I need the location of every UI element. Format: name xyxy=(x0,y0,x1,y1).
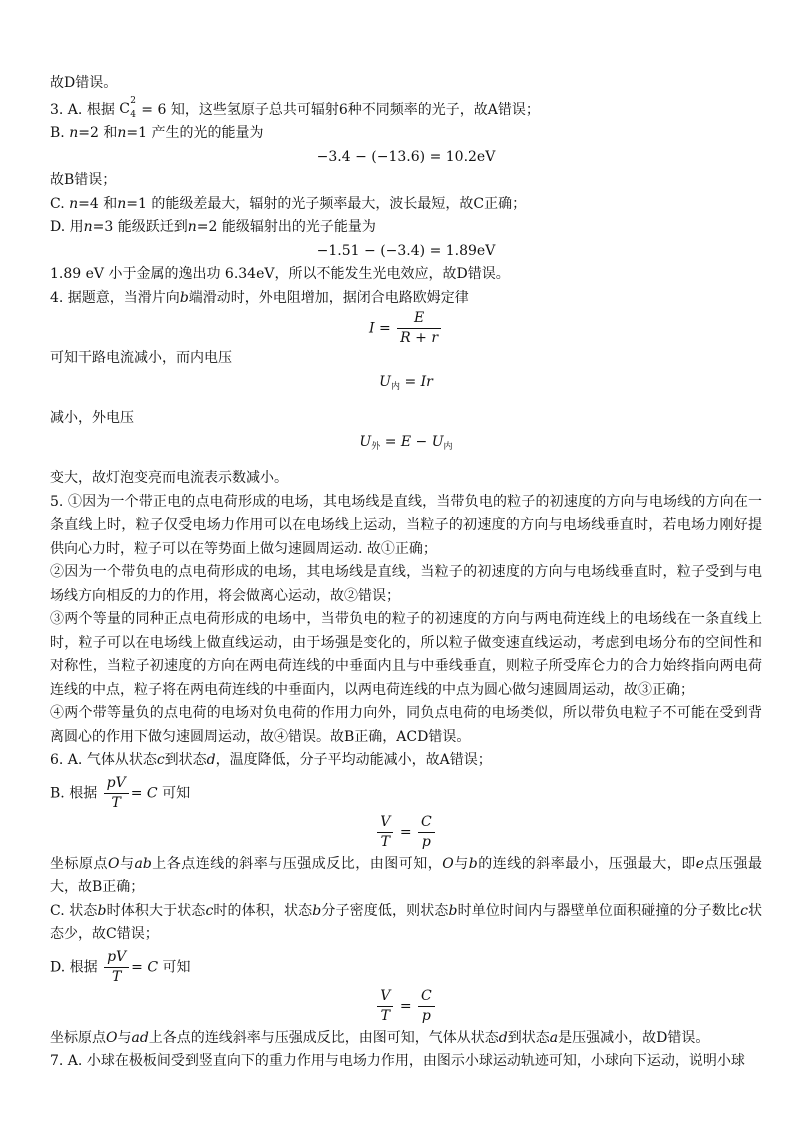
q5-paragraph-2: ②因为一个带负电的点电荷形成的电场，其电场线是直线，当粒子的初速度的方向与电场线垂直时，粒子受到与电场线方向相反的力的作用，将会做离心运动，故②错误； xyxy=(50,564,762,604)
document-body xyxy=(50,72,762,1074)
equation-energy-2: −1.51 − (−3.4) = 1.89eV xyxy=(316,242,496,259)
q5-paragraph-3: ③两个等量的同种正点电荷形成的电场中，当带负电的粒子的初速度的方向与两电荷连线上的电场线在一条直线上时，粒子可以在电场线上做直线运动，由于场强是变化的，所以粒子做变速直线运动，考虑到电场分布的空间性和对称性，当粒子初速度的方向在两电荷连线的中垂面内且与中垂线垂直，则粒子所受库仑力的合力始终指向两电荷连线的中点，粒子将在两电荷连线的中垂面内，以两电荷连线的中点为圆心做匀速圆周运动，故③正确； xyxy=(50,611,762,698)
text-line: 故D错误。 xyxy=(50,75,118,91)
fraction-v-over-t: $\frac{V}{T}$ xyxy=(377,988,393,1025)
equation-external-voltage: $U_外 = E - U_内$ xyxy=(359,433,453,452)
equation-internal-voltage: $U_内 = Ir$ xyxy=(379,373,433,392)
combination-symbol: C 2 4 xyxy=(119,95,137,120)
q6-b-paragraph: 坐标原点O与ab上各点连线的斜率与压强成反比，由图可知，O与b的连线的斜率最小，压强最大，即e点压强最大，故B正确； xyxy=(50,855,763,895)
equation-ohm: I = $\frac{E}{R + r}$ xyxy=(50,310,762,347)
q5-paragraph-1: 5. ①因为一个带正电的点电荷形成的电场，其电场线是直线，当带负电的粒子的初速度的方向与电场线的方向在一条直线上时，粒子仅受电场力作用可以在电场线上运动，当粒子的初速度的方向与电场线垂直时，若电场力刚好提供向心力时，粒子可以在等势面上做匀速圆周运动. 故①正确； xyxy=(50,493,762,557)
equation-v-over-t: $\frac{V}{T}$ = $\frac{C}{p}$ xyxy=(50,988,762,1025)
equation-energy-1: −3.4 − (−13.6) = 10.2eV xyxy=(316,148,496,165)
fraction-pv-over-t: $\frac{pV}{T}$ xyxy=(104,949,129,986)
equation-v-over-t: $\frac{V}{T}$ = $\frac{C}{p}$ xyxy=(50,814,762,851)
text-line: 变大，故灯泡变亮而电流表示数减小。 xyxy=(50,470,288,486)
q3-line: 3. A. 根据 C 2 4 = 6 知，这些氢原子总共可辐射6种不同频率的光子，故A错误； xyxy=(50,95,540,120)
q6-c-paragraph: C. 状态b时体积大于状态c时的体积，状态b分子密度低，则状态b时单位时间内与器壁单位面积碰撞的分子数比c状态少，故C错误； xyxy=(50,902,763,942)
q6-d-line: D. 根据 $\frac{pV}{T}$ = C 可知 xyxy=(50,948,191,985)
q6-d-paragraph: 坐标原点O与ad上各点的连线斜率与压强成反比，由图可知，气体从状态d到状态a是压强减小，故D错误。 xyxy=(50,1029,710,1046)
fraction-c-over-p: $\frac{C}{p}$ xyxy=(418,814,435,851)
text-line: 故B错误； xyxy=(50,172,117,188)
fraction-c-over-p: $\frac{C}{p}$ xyxy=(418,988,435,1025)
q7-line: 7. A. 小球在极板间受到竖直向下的重力作用与电场力作用，由图示小球运动轨迹可知，小球向下运动，说明小球 xyxy=(50,1053,745,1069)
fraction-pv-over-t: $\frac{pV}{T}$ xyxy=(104,775,129,812)
q6-b-line: B. 根据 $\frac{pV}{T}$ = C 可知 xyxy=(50,774,191,811)
q4-line: 4. 据题意，当滑片向b端滑动时，外电阻增加，据闭合电路欧姆定律 xyxy=(50,289,469,306)
q3-d-line: D. 用n=3 能级跃迁到n=2 能级辐射出的光子能量为 xyxy=(50,219,376,235)
fraction: $\frac{E}{R + r}$ xyxy=(397,310,441,347)
q6-a-line: 6. A. 气体从状态c到状态d，温度降低，分子平均动能减小，故A错误； xyxy=(50,752,492,768)
text-line: 减小，外电压 xyxy=(50,410,134,426)
q3-b-line: B. n=2 和n=1 产生的光的能量为 xyxy=(50,125,264,141)
text-line: 可知干路电流减小，而内电压 xyxy=(50,350,232,366)
text-line: 1.89 eV 小于金属的逸出功 6.34eV，所以不能发生光电效应，故D错误。 xyxy=(50,266,510,282)
q3-c-line: C. n=4 和n=1 的能级差最大，辐射的光子频率最大，波长最短，故C正确； xyxy=(50,195,527,212)
fraction-v-over-t: $\frac{V}{T}$ xyxy=(377,814,393,851)
q5-paragraph-4: ④两个带等量负的点电荷的电场对负电荷的作用力向外，同负点电荷的电场类似，所以带负电粒子不可能在受到背离圆心的作用下做匀速圆周运动，故④错误。故B正确，ACD错误。 xyxy=(50,705,762,745)
